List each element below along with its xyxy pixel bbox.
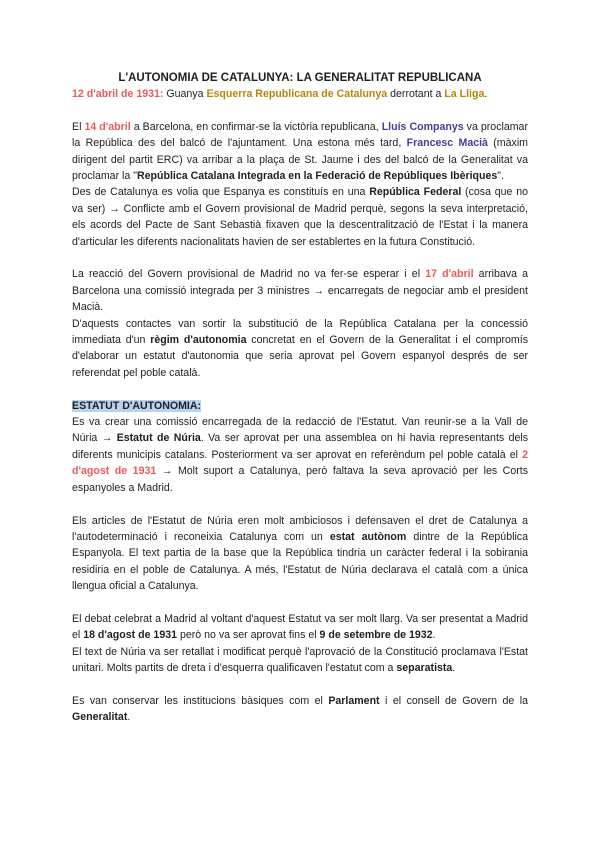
text-run: va proclamar la República des del balcó de l'ajuntament. Una estona més tard, (72, 120, 528, 150)
bold-date: 18 d'agost de 1931 (83, 629, 177, 642)
text-run: Guanya (163, 88, 207, 100)
text-run: → Molt suport a Catalunya, però faltava la seva aprovació per les Corts espanyoles a Madrid. (72, 465, 528, 494)
paragraph (72, 693, 528, 726)
text-run: La reacció del Govern provisional de Madrid no va fer-se esperar i el (72, 268, 426, 281)
text-run: D'aquests contactes van sortir la substitució de la República Catalana per la concessió immediata d'un (72, 317, 528, 347)
text-run: concretat en el Govern de la Generalitat i el compromís d'elaborar un estatut d'autonomia que seria aprovat pel Govern espanyol després de ser referendat pel poble català. (72, 334, 528, 379)
text-run: Es va crear una comissió encarregada de la redacció de l'Estatut. Van reunir-se a la Vall de Núria → (72, 416, 528, 445)
paragraph (72, 414, 528, 496)
bold-term: separatista (396, 662, 453, 675)
bold-term: règim d'autonomia (150, 334, 247, 347)
text-run: Es van conservar les institucions bàsiques com el (72, 694, 329, 707)
bold-term: Parlament (328, 694, 380, 707)
text-run: dintre de la República Espanyola. El text partia de la base que la República tindria un caràcter federal i la sobirania residiria en el poble de Catalunya. A més, l'Estatut de Núria declarava el català com a única llengua oficial a Catalunya. (72, 530, 528, 593)
text-run: arribava a Barcelona una comissió integrada per 3 ministres → encarregats de negociar amb el president Macià. (72, 268, 529, 314)
date-highlight: 2 d'agost de 1931 (72, 448, 528, 478)
paragraph (72, 513, 528, 595)
text-run: (cosa que no va ser) → Conflicte amb el Govern provisional de Madrid perquè, segons la seva interpretació, els acords del Pacte de Sant Sebastià fixaven que la descentralització de l'Estat i la manera d'articular les diferents nacionalitats havien de ser establertes en la futura Constitució. (72, 186, 528, 248)
text-run: i el consell de Govern de la (379, 694, 528, 707)
section-heading: ESTATUT D'AUTONOMIA: (72, 399, 202, 412)
bold-term: República Federal (369, 186, 462, 199)
text-run: . (484, 88, 488, 100)
text-run: (màxim dirigent del partit ERC) va arribar a la plaça de St. Jaume i des del balcó de la Generalitat va proclamar la " (72, 137, 528, 183)
person-highlight: Lluís Companys (381, 120, 464, 133)
text-run: . Va ser aprovat per una assemblea on hi havia representants dels diferents municipis catalans. Posteriorment va ser aprovat en referèndum pel poble català el (72, 432, 529, 461)
text-run: Els articles de l'Estatut de Núria eren molt ambiciosos i defensaven el dret de Catalunya a l'autodeterminació i reconeixia Catalunya com un (72, 514, 528, 543)
text-run: derrotant a (387, 88, 445, 100)
paragraph (72, 644, 528, 677)
section-heading-line (72, 398, 528, 414)
page-title: L'AUTONOMIA DE CATALUNYA: LA GENERALITAT REPUBLICANA (118, 72, 482, 84)
paragraph (72, 184, 528, 250)
paragraph (72, 266, 528, 315)
text-run: ". (497, 170, 505, 183)
party-highlight: Esquerra Republicana de Catalunya (206, 88, 388, 100)
text-run: Des de Catalunya es volia que Espanya es constituís en una (72, 186, 370, 199)
bold-term: Estatut de Núria (116, 432, 201, 445)
date-highlight: 17 d'abril (425, 268, 474, 281)
text-run: . (452, 662, 456, 675)
date-highlight: 12 d'abril de 1931: (72, 88, 164, 100)
date-highlight: 14 d'abril (84, 120, 131, 133)
text-run: . (432, 629, 436, 642)
bold-term: estat autònom (329, 530, 407, 543)
bold-date: 9 de setembre de 1932 (319, 629, 433, 642)
text-run: El text de Núria va ser retallat i modificat perquè l'aprovació de la Constitució proclamava l'Estat unitari. Molts partits de dreta i d'esquerra qualificaven l'estatut com a (72, 645, 528, 675)
intro-paragraph (72, 86, 528, 102)
document-page (72, 70, 528, 726)
text-run: El debat celebrat a Madrid al voltant d'aquest Estatut va ser molt llarg. Va ser presentat a Madrid el (72, 612, 528, 642)
person-highlight: Francesc Macià (406, 137, 488, 150)
paragraph (72, 119, 528, 185)
paragraph (72, 611, 528, 644)
text-run: però no va ser aprovat fins el (177, 629, 320, 642)
text-run: El (72, 120, 85, 133)
text-run: a Barcelona, en confirmar-se la victòria republicana, (130, 120, 382, 133)
party-highlight: La Lliga (444, 88, 485, 100)
bold-term: República Catalana Integrada en la Federació de Repúbliques Ibèriques (137, 170, 498, 183)
text-run: . (127, 711, 131, 724)
bold-term: Generalitat (72, 711, 128, 724)
paragraph (72, 316, 528, 382)
